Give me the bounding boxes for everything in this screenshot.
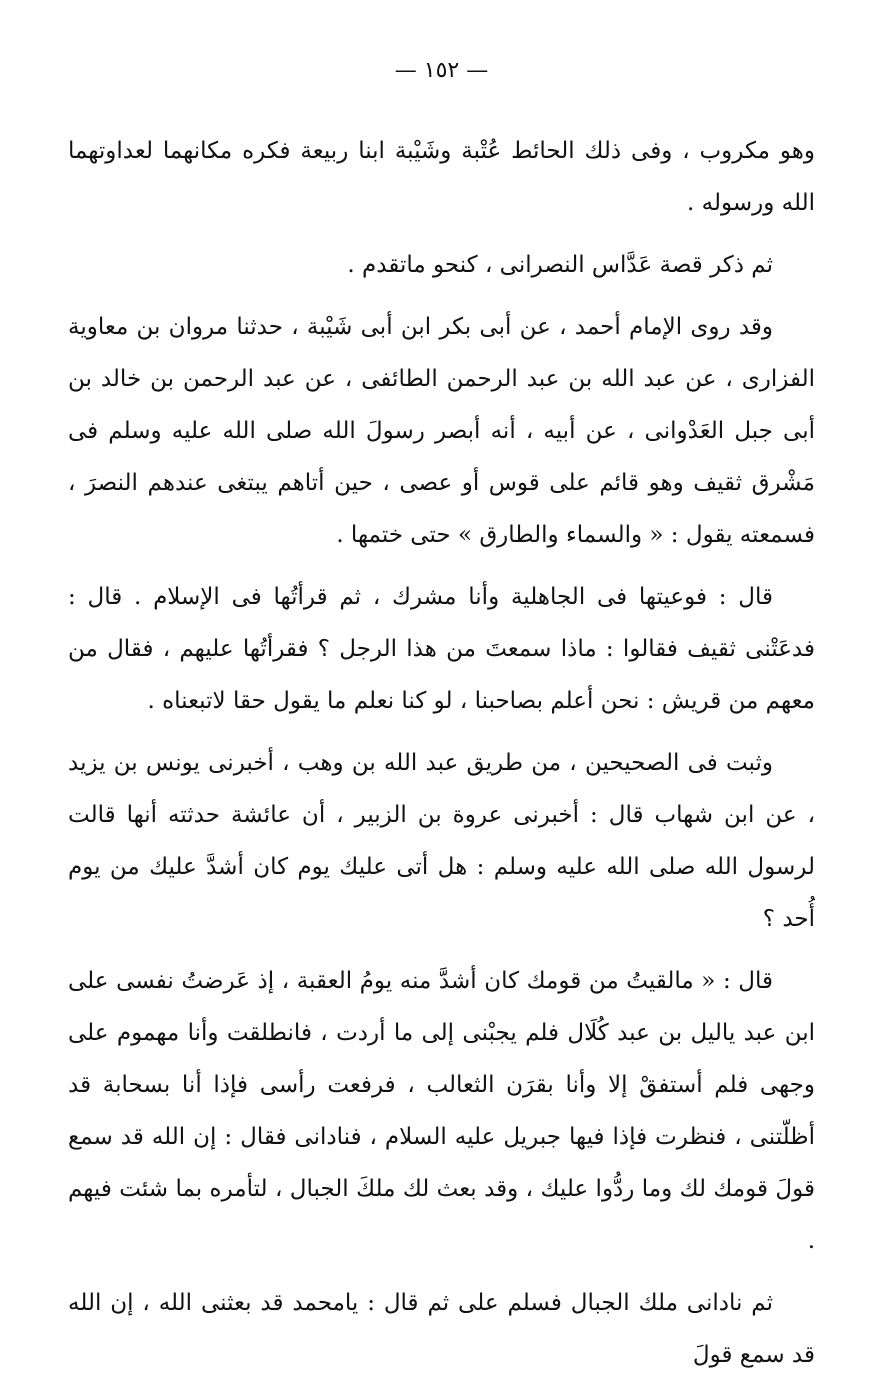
paragraph: قال : فوعيتها فى الجاهلية وأنا مشرك ، ثم قرأتُها فى الإسلام . قال : فدعَتْنى ثقيف فقالوا : ماذا سمعتَ من هذا الرجل ؟ فقرأتُها عليهم ، فقال من معهم من قريش : نحن أعلم بصاحبنا ، لو كنا نعلم ما يقول حقا لاتبعناه . <box>68 584 815 714</box>
body-text <box>68 125 815 1381</box>
paragraph: وثبت فى الصحيحين ، من طريق عبد الله بن وهب ، أخبرنى يونس بن يزيد ، عن ابن شهاب قال : أخبرنى عروة بن الزبير ، أن عائشة حدثته أنها قالت لرسول الله صلى الله عليه وسلم : هل أتى عليك يوم كان أشدَّ عليك من يوم أُحد ؟ <box>68 750 815 932</box>
page-number: — ١٥٢ — <box>394 58 489 83</box>
paragraph: ثم ذكر قصة عَدَّاس النصرانى ، كنحو ماتقدم . <box>347 252 773 278</box>
paragraph: ثم نادانى ملك الجبال فسلم على ثم قال : يامحمد قد بعثنى الله ، إن الله قد سمع قولَ <box>68 1290 815 1368</box>
paragraph: قال : « مالقيتُ من قومك كان أشدَّ منه يومُ العقبة ، إذ عَرضتُ نفسى على ابن عبد ياليل بن عبد كُلَال فلم يجبْنى إلى ما أردت ، فانطلقت وأنا مهموم على وجهى فلم أستفقْ إلا وأنا بقرَن الثعالب ، فرفعت رأسى فإذا أنا بسحابة قد أظلّتنى ، فنظرت فإذا فيها جبريل عليه السلام ، فنادانى فقال : إن الله قد سمع قولَ قومك لك وما ردُّوا عليك ، وقد بعث لك ملكَ الجبال ، لتأمره بما شئت فيهم . <box>68 968 815 1254</box>
paragraph: وقد روى الإمام أحمد ، عن أبى بكر ابن أبى شَيْبة ، حدثنا مروان بن معاوية الفزارى ، عن عبد الله بن عبد الرحمن الطائفى ، عن عبد الرحمن بن خالد بن أبى جبل العَدْوانى ، عن أبيه ، أنه أبصر رسولَ الله صلى الله عليه وسلم فى مَشْرق ثقيف وهو قائم على قوس أو عصى ، حين أتاهم يبتغى عندهم النصرَ ، فسمعته يقول : « والسماء والطارق » حتى ختمها . <box>68 314 815 548</box>
paragraph: وهو مكروب ، وفى ذلك الحائط عُتْبة وشَيْبة ابنا ربيعة فكره مكانهما لعداوتهما الله ورسوله . <box>68 138 815 216</box>
